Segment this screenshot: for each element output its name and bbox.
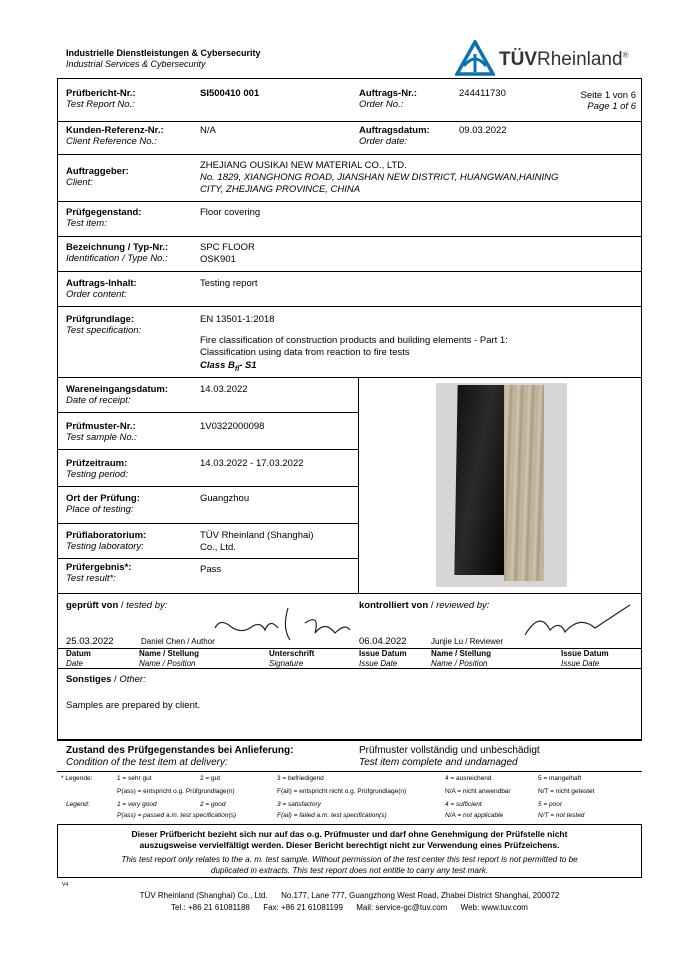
tested-date: 25.03.2022 [66, 636, 114, 647]
legend-de-1: 1 = sehr gut [117, 775, 152, 782]
sample-no-value: 1V0322000098 [200, 421, 265, 432]
footer-address: TÜV Rheinland (Shanghai) Co., Ltd. No.177, Lane 777, Guangzhong West Road, Zhabei District Shanghai, 200072 [139, 891, 560, 900]
col-signature: Unterschrift Signature [269, 649, 315, 668]
place-value: Guangzhou [200, 493, 250, 504]
client-label: Auftraggeber: Client: [66, 166, 129, 188]
footer-contact: Tel.: +86 21 61081188 Fax: +86 21 61081199 Mail: service-gc@tuv.com Web: www.tuv.com [171, 903, 528, 912]
brand-registered: ® [622, 50, 629, 60]
condition-value-en: Test item complete and undamaged [359, 757, 518, 768]
legend-de-4: 4 = ausreichend [445, 775, 492, 782]
test-spec-desc-2: Classification using data from reaction to fire tests [200, 347, 410, 358]
legend-label-en: Legend: [66, 801, 90, 808]
version-marker: V4 [62, 882, 69, 888]
sample-photo [436, 383, 567, 587]
order-date-value: 09.03.2022 [459, 125, 507, 136]
identification-value-1: SPC FLOOR [200, 242, 255, 253]
company-name-en: Industrial Services & Cybersecurity [66, 59, 206, 69]
tested-by-label: geprüft von / tested by: [66, 600, 168, 611]
report-no-value: SI500410 001 [200, 88, 260, 99]
identification-value-2: OSK901 [200, 254, 236, 265]
legend-en-fail: F(ail) = failed a.m. test specification(s) [277, 812, 387, 819]
company-name-de: Industrielle Dienstleistungen & Cybersecurity [66, 48, 261, 58]
reviewed-by-label: kontrolliert von / reviewed by: [359, 600, 490, 611]
legend-en-2: 2 = good [200, 801, 226, 808]
legend-de-2: 2 = gut [200, 775, 221, 782]
col-name: Name / Stellung Name / Position [139, 649, 200, 668]
period-value: 14.03.2022 - 17.03.2022 [200, 458, 304, 469]
sample-wood-plank [504, 385, 544, 581]
order-no-label: Auftrags-Nr.: Order No.: [359, 88, 418, 110]
result-value: Pass [200, 564, 222, 575]
client-name: ZHEJIANG OUSIKAI NEW MATERIAL CO., LTD. [200, 160, 407, 171]
legend-de-5: 5 = mangelhaft [538, 775, 582, 782]
brand-rheinland: Rheinland [537, 49, 623, 70]
client-ref-label: Kunden-Referenz-Nr.: Client Reference No.: [66, 125, 164, 147]
lab-value-1: TÜV Rheinland (Shanghai) [200, 530, 314, 541]
test-spec-label: Prüfgrundlage: Test specification: [66, 314, 142, 336]
condition-label-de: Zustand des Prüfgegenstandes bei Anlieferung: [66, 745, 294, 756]
test-spec-standard: EN 13501-1:2018 [200, 314, 275, 325]
place-label: Ort der Prüfung: Place of testing: [66, 493, 140, 515]
order-content-value: Testing report [200, 278, 258, 289]
receipt-label: Wareneingangsdatum: Date of receipt: [66, 384, 169, 406]
legend-de-na: N/A = nicht anwendbar [445, 788, 511, 795]
col-date: Datum Date [66, 649, 91, 668]
lab-value-2: Co., Ltd. [200, 542, 236, 553]
reviewed-signature [520, 600, 640, 640]
reviewed-name: Junjie Lu / Reviewer [431, 637, 504, 646]
legend-en-nt: N/T = not tested [538, 812, 585, 819]
order-content-label: Auftrags-Inhalt: Order content: [66, 278, 137, 300]
legend-en-3: 3 = satisfactory [277, 801, 321, 808]
tested-signature [210, 598, 360, 648]
client-ref-value: N/A [200, 125, 216, 136]
legend-de-nt: N/T = nicht getestet [538, 788, 595, 795]
legend-de-3: 3 = befriedigend [277, 775, 324, 782]
order-no-value: 244411730 [459, 88, 506, 99]
lab-label: Prüflaboratorium: Testing laboratory: [66, 530, 147, 552]
col-name-2: Name / Stellung Name / Position [431, 649, 492, 668]
legend-label-de: * Legende: [61, 775, 93, 782]
client-address-1: No. 1829, XIANGHONG ROAD, JIANSHAN NEW DISTRICT, HUANGWAN,HAINING [200, 172, 559, 183]
tuv-logo [455, 40, 640, 76]
disclaimer-de: Dieser Prüfbericht bezieht sich nur auf das o.g. Prüfmuster und darf ohne Genehmigung der Prüfstelle nicht auszugsweise vervielfältigt werden. Dieser Bericht berechtigt nicht zur Verwendung eines Prüfzeichens. [131, 829, 568, 850]
legend-en-4: 4 = sufficient [445, 801, 482, 808]
legend-en-na: N/A = not applicable [445, 812, 504, 819]
tuv-triangle-icon [455, 40, 495, 76]
brand-tuv: TÜV [499, 49, 537, 70]
report-no-label: Prüfbericht-Nr.: Test Report No.: [66, 88, 136, 110]
page-number: Seite 1 von 6 Page 1 of 6 [580, 90, 636, 112]
period-label: Prüfzeitraum: Testing period: [66, 458, 128, 480]
legend-de-fail: F(ail) = entspricht nicht o.g. Prüfgrundlage(n) [277, 788, 407, 795]
other-text: Samples are prepared by client. [66, 700, 201, 711]
condition-value-de: Prüfmuster vollständig und unbeschädigt [359, 745, 540, 756]
legend-en-1: 1 = very good [117, 801, 157, 808]
test-spec-class: Class $B_{fl}-$ S1 [200, 360, 257, 373]
test-item-label: Prüfgegenstand: Test item: [66, 207, 142, 229]
receipt-value: 14.03.2022 [200, 384, 248, 395]
other-label: Sonstiges / Other: [66, 674, 146, 685]
legend-en-pass: P(ass) = passed a.m. test specification(s) [117, 812, 237, 819]
disclaimer-en: This test report only relates to the a. m. test sample. Without permission of the test center this test report is not permitted to be duplicated in extracts. This test report does not entitle to carry any test mark. [121, 855, 578, 875]
order-date-label: Auftragsdatum: Order date: [359, 125, 430, 147]
col-issue-date-2: Issue Datum Issue Date [561, 649, 609, 668]
client-address-2: CITY, ZHEJIANG PROVINCE, CHINA [200, 184, 361, 195]
test-spec-desc-1: Fire classification of construction products and building elements - Part 1: [200, 335, 508, 346]
legend-de-pass: P(ass) = entspricht o.g. Prüfgrundlage(n) [117, 788, 235, 795]
test-item-value: Floor covering [200, 207, 261, 218]
identification-label: Bezeichnung / Typ-Nr.: Identification / Type No.: [66, 242, 169, 264]
legend-en-5: 5 = poor [538, 801, 563, 808]
tested-name: Daniel Chen / Author [141, 637, 215, 646]
sample-no-label: Prüfmuster-Nr.: Test sample No.: [66, 421, 137, 443]
col-issue-date-1: Issue Datum Issue Date [359, 649, 407, 668]
condition-label-en: Condition of the test item at delivery: [66, 757, 228, 768]
result-label: Prüfergebnis*: Test result*: [66, 562, 132, 584]
reviewed-date: 06.04.2022 [359, 636, 407, 647]
